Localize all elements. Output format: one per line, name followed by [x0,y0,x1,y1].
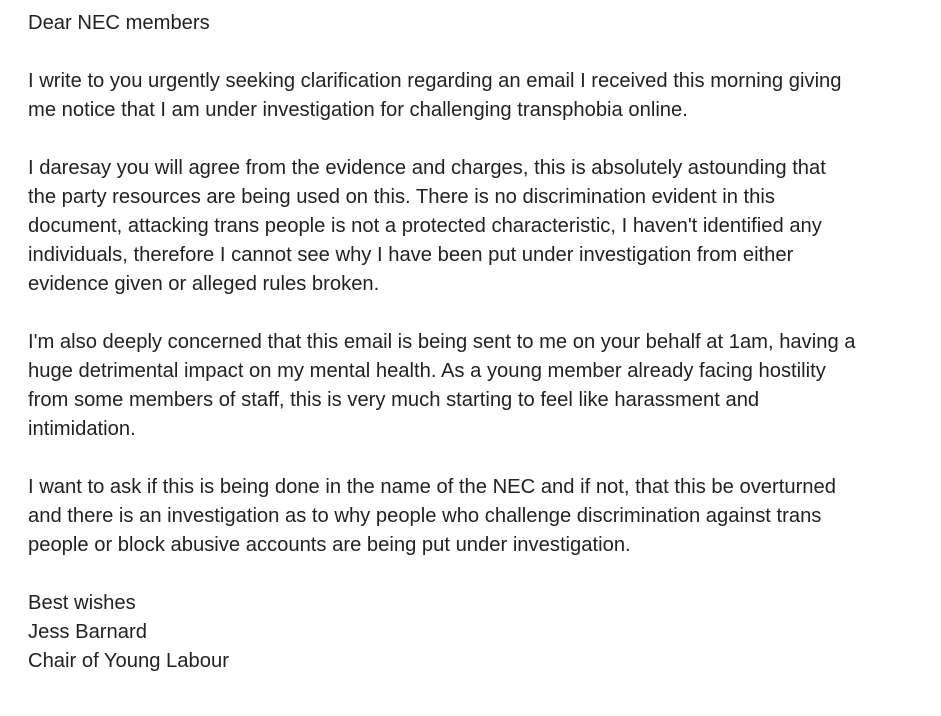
paragraph-line: evidence given or alleged rules broken. [28,273,380,295]
paragraph-line: document, attacking trans people is not a protected characteristic, I haven't identified any [28,215,822,237]
paragraph-line: me notice that I am under investigation for challenging transphobia online. [28,99,688,121]
paragraph-gap [28,125,934,154]
paragraph-line: individuals, therefore I cannot see why I have been put under investigation from either [28,244,794,266]
paragraph-line: people or block abusive accounts are being put under investigation. [28,534,631,556]
paragraph-2 [28,154,934,299]
salutation: Dear NEC members [28,12,210,34]
paragraph-gap [28,560,934,589]
paragraph-line: I want to ask if this is being done in the name of the NEC and if not, that this be overturned [28,476,836,498]
paragraph-1 [28,67,934,125]
paragraph-line: intimidation. [28,418,136,440]
signer-title: Chair of Young Labour [28,650,229,672]
signature-block [28,589,934,676]
paragraph-line: the party resources are being used on this. There is no discrimination evident in this [28,186,775,208]
paragraph-gap [28,299,934,328]
closing: Best wishes [28,592,136,614]
signer-name: Jess Barnard [28,621,147,643]
paragraph-line: huge detrimental impact on my mental health. As a young member already facing hostility [28,360,826,382]
paragraph-line: I daresay you will agree from the evidence and charges, this is absolutely astounding that [28,157,826,179]
paragraph-gap [28,444,934,473]
paragraph-4 [28,473,934,560]
paragraph-gap [28,38,934,67]
paragraph-line: and there is an investigation as to why people who challenge discrimination against trans [28,505,822,527]
letter-body [28,9,934,676]
paragraph-line: I write to you urgently seeking clarification regarding an email I received this morning giving [28,70,842,92]
paragraph-line: I'm also deeply concerned that this email is being sent to me on your behalf at 1am, having a [28,331,856,353]
paragraph-line: from some members of staff, this is very much starting to feel like harassment and [28,389,760,411]
paragraph-3 [28,328,934,444]
